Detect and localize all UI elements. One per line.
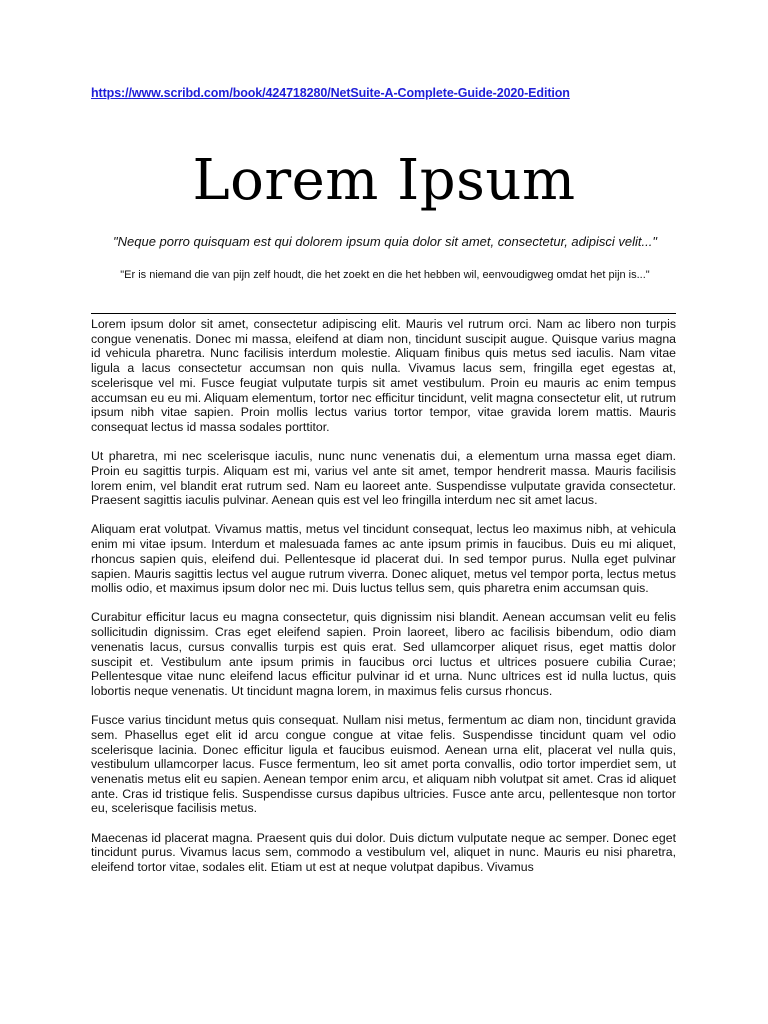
paragraph: Ut pharetra, mi nec scelerisque iaculis, nunc nunc venenatis dui, a elementum urna massa eget diam. Proin eu sagittis turpis. Aliquam est mi, varius vel ante sit amet, tempor hendrerit massa. Mauris facilisis lorem enim, vel blandit erat rutrum sed. Nam eu laoreet ante. Suspendisse vulputate gravida consectetur. Praesent sagittis iaculis pulvinar. Aenean quis est vel leo fringilla interdum nec sit amet lacus. xyxy=(91,449,676,508)
paragraph: Maecenas id placerat magna. Praesent quis dui dolor. Duis dictum vulputate neque ac semper. Donec eget tincidunt purus. Vivamus lacus sem, commodo a vestibulum vel, aliquet in nunc. Mauris eu nisi pharetra, eleifend tortor vitae, sodales elit. Etiam ut est at neque volutpat dapibus. Vivamus xyxy=(91,830,676,874)
divider-line xyxy=(91,313,676,314)
dutch-quote: "Er is niemand die van pijn zelf houdt, die het zoekt en die het hebben wil, eenvoudigweg omdat het pijn is..." xyxy=(120,269,650,281)
paragraph: Lorem ipsum dolor sit amet, consectetur adipiscing elit. Mauris vel rutrum orci. Nam ac libero non turpis congue venenatis. Donec mi massa, eleifend at diam non, tincidunt suscipit augue. Quisque varius magna id vehicula pharetra. Nunc facilisis interdum molestie. Aliquam finibus quis metus sed iaculis. Nam vitae ligula a lacus consectetur accumsan non quis nulla. Vivamus lacus sem, fringilla eget egestas at, scelerisque vel mi. Fusce feugiat vulputate turpis sit amet vestibulum. Proin eu mauris ac enim tempus accumsan eu eu mi. Aliquam elementum, tortor nec efficitur tincidunt, velit magna consectetur elit, ut rutrum ipsum nibh vitae sapien. Proin mollis lectus varius tortor tempor, vitae gravida lorem mattis. Mauris consequat lectus id massa sodales porttitor. xyxy=(91,317,676,434)
paragraph: Aliquam erat volutpat. Vivamus mattis, metus vel tincidunt consequat, lectus leo maximus nibh, at vehicula enim mi vitae ipsum. Interdum et malesuada fames ac ante ipsum primis in faucibus. Duis eu mi aliquet, rhoncus sapien quis, eleifend dui. Pellentesque id placerat dui. In sed tempor purus. Nulla eget pulvinar sapien. Mauris sagittis lectus vel augue rutrum viverra. Donec aliquet, metus vel tempor porta, lectus metus mollis odio, et maximus ipsum dolor nec mi. Duis luctus tellus sem, quis pharetra enim accumsan quis. xyxy=(91,522,676,596)
body-text xyxy=(91,317,676,889)
paragraph: Curabitur efficitur lacus eu magna consectetur, quis dignissim nisi blandit. Aenean accumsan velit eu felis sollicitudin dignissim. Cras eget eleifend sapien. Proin laoreet, libero ac facilisis bibendum, odio diam venenatis lacus, cursus convallis turpis est quis erat. Sed ullamcorper aliquet risus, eget mattis dolor suscipit et. Vestibulum ante ipsum primis in faucibus orci luctus et ultrices posuere cubilia Curae; Pellentesque vitae nunc eleifend lacus efficitur pulvinar id et urna. Nunc ultrices est id nulla luctus, quis lobortis neque venenatis. Ut tincidunt magna lorem, in maximus felis cursus rhoncus. xyxy=(91,610,676,698)
latin-quote: "Neque porro quisquam est qui dolorem ipsum quia dolor sit amet, consectetur, adipisci velit..." xyxy=(113,234,657,249)
source-link[interactable]: https://www.scribd.com/book/424718280/NetSuite-A-Complete-Guide-2020-Edition xyxy=(91,86,570,100)
page-title: Lorem Ipsum xyxy=(192,148,576,213)
paragraph: Fusce varius tincidunt metus quis consequat. Nullam nisi metus, fermentum ac diam non, tincidunt gravida sem. Phasellus eget elit id arcu congue congue at vitae felis. Suspendisse tincidunt quam vel odio scelerisque lacinia. Donec efficitur ligula et faucibus euismod. Aenean urna elit, placerat vel nulla quis, vestibulum ullamcorper lacus. Fusce fermentum, leo sit amet porta convallis, odio tortor imperdiet sem, ut venenatis metus elit eu sapien. Aenean tempor enim arcu, et aliquam nibh volutpat sit amet. Cras id aliquet ante. Cras id tristique felis. Suspendisse cursus dapibus ultricies. Fusce ante arcu, pellentesque non tortor eu, scelerisque facilisis metus. xyxy=(91,713,676,816)
